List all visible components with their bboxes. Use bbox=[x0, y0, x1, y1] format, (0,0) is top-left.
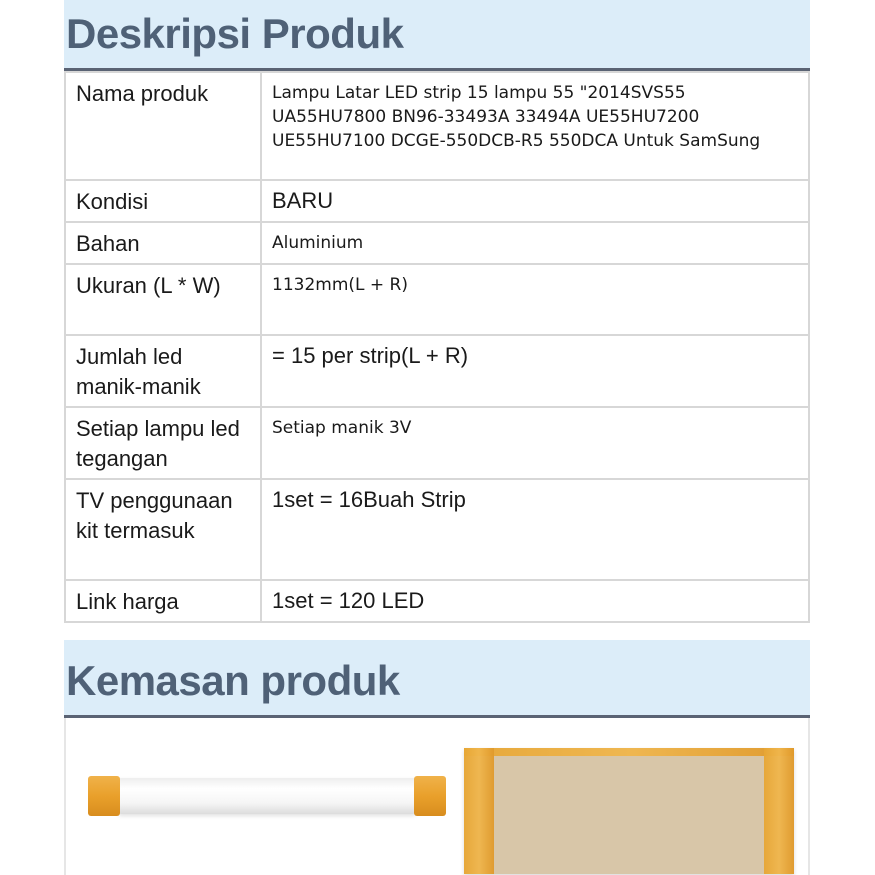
tube-body bbox=[118, 778, 416, 814]
condition-value: BARU bbox=[272, 188, 334, 213]
row-label: Kondisi bbox=[65, 180, 261, 222]
description-header bbox=[64, 0, 810, 71]
description-title: Deskripsi Produk bbox=[66, 10, 404, 57]
row-value bbox=[261, 335, 809, 407]
row-value bbox=[261, 222, 809, 264]
row-value bbox=[261, 479, 809, 580]
table-row bbox=[65, 72, 809, 180]
table-row bbox=[65, 407, 809, 479]
tube-cap-right bbox=[414, 776, 446, 816]
packaging-image bbox=[64, 718, 810, 875]
table-row bbox=[65, 335, 809, 407]
table-row bbox=[65, 222, 809, 264]
led-strip-tube-image bbox=[88, 776, 446, 816]
tube-cap-left bbox=[88, 776, 120, 816]
voltage-value: Setiap manik 3V bbox=[272, 418, 412, 438]
row-value bbox=[261, 580, 809, 622]
product-name-value: Lampu Latar LED strip 15 lampu 55 "2014SVS55 UA55HU7800 BN96-33493A 33494A UE55HU7200 UE55HU7100 DCGE-550DCB-R5 550DCA Untuk SamSung bbox=[272, 83, 761, 151]
tape-left bbox=[464, 748, 494, 874]
row-label: Bahan bbox=[65, 222, 261, 264]
spec-table bbox=[64, 71, 810, 623]
price-link-value: 1set = 120 LED bbox=[272, 588, 425, 613]
kraft-box-image bbox=[464, 748, 794, 874]
row-value bbox=[261, 407, 809, 479]
row-value bbox=[261, 180, 809, 222]
row-label: Jumlah led manik-manik bbox=[65, 335, 261, 407]
row-value bbox=[261, 72, 809, 180]
row-label: TV penggunaan kit termasuk bbox=[65, 479, 261, 580]
packaging-title: Kemasan produk bbox=[66, 657, 400, 704]
row-label: Link harga bbox=[65, 580, 261, 622]
table-row bbox=[65, 580, 809, 622]
table-row bbox=[65, 180, 809, 222]
kit-contents-value: 1set = 16Buah Strip bbox=[272, 487, 466, 512]
row-label: Ukuran (L * W) bbox=[65, 264, 261, 335]
row-label: Setiap lampu led tegangan bbox=[65, 407, 261, 479]
table-row bbox=[65, 479, 809, 580]
packaging-header bbox=[64, 640, 810, 718]
row-label: Nama produk bbox=[65, 72, 261, 180]
table-row bbox=[65, 264, 809, 335]
material-value: Aluminium bbox=[272, 233, 364, 253]
row-value bbox=[261, 264, 809, 335]
tape-right bbox=[764, 748, 794, 874]
tape-top bbox=[464, 748, 794, 756]
size-value: 1132mm(L + R) bbox=[272, 275, 408, 295]
led-count-value: = 15 per strip(L + R) bbox=[272, 343, 469, 368]
